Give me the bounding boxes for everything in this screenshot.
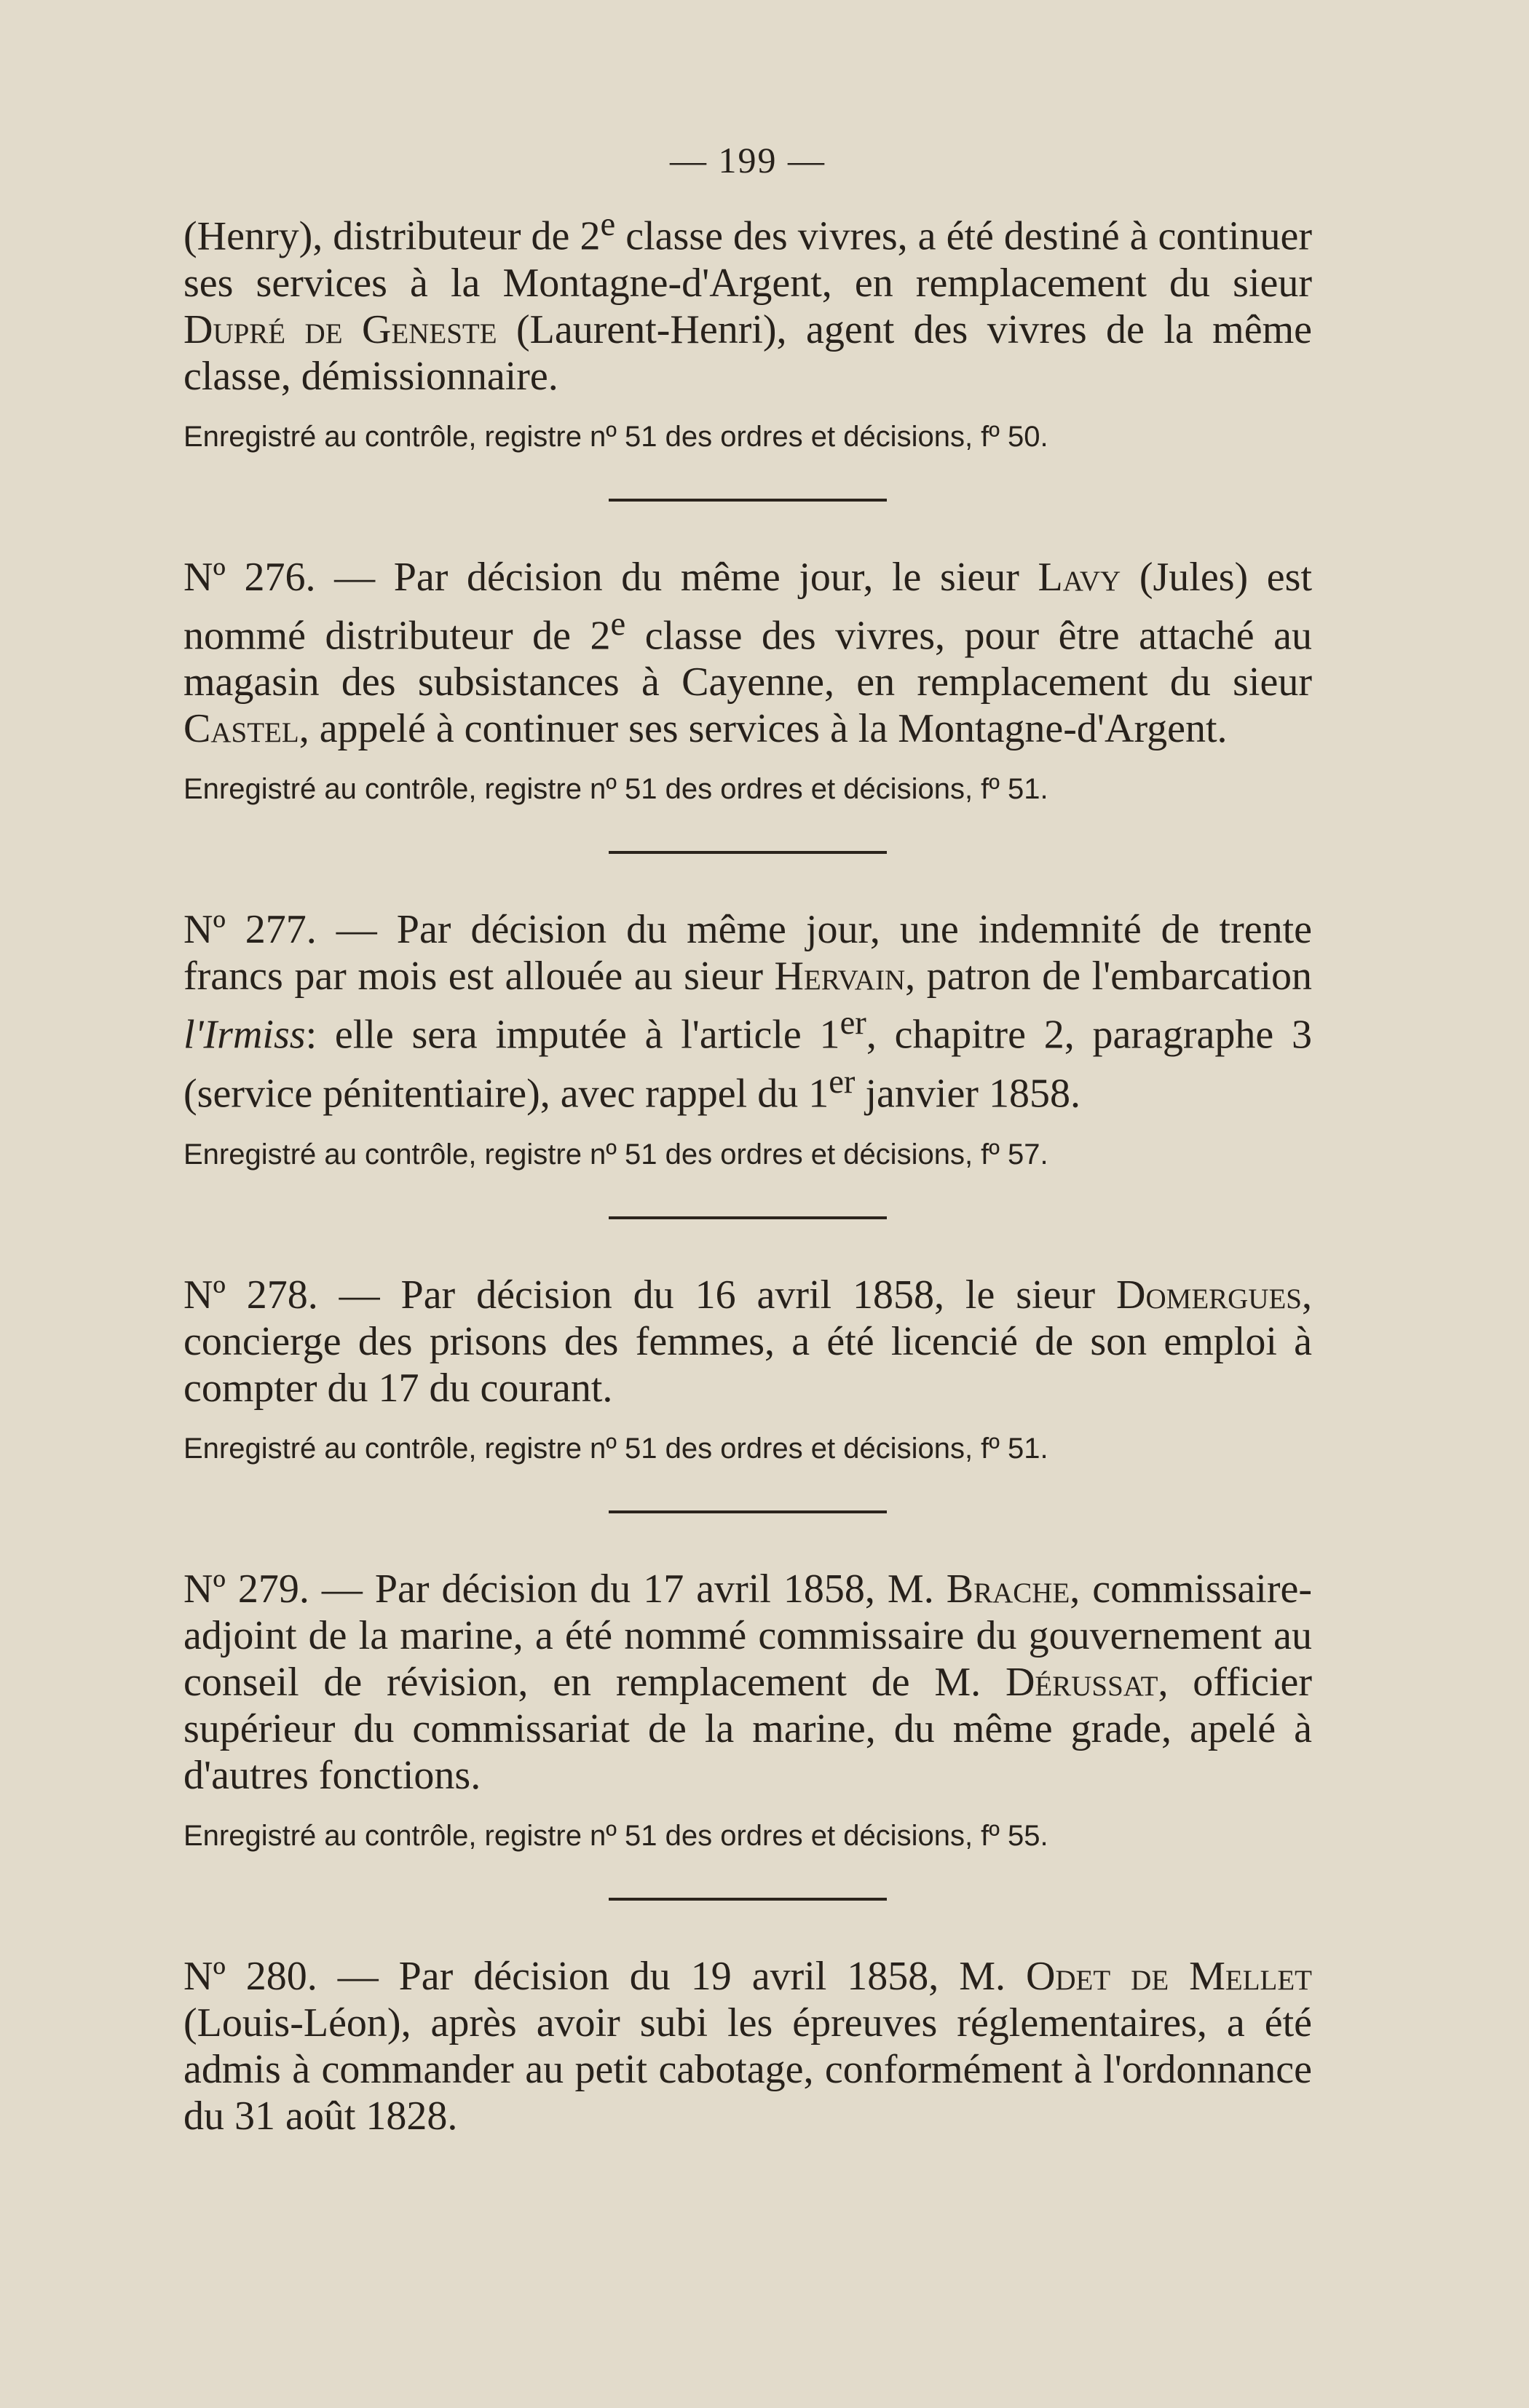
registration-note: Enregistré au contrôle, registre nº 51 des ordres et décisions, fº 51. <box>183 773 1048 806</box>
separator-rule <box>609 851 887 854</box>
text-run: (Laurent-Henri), agent des vivres de la même classe, démissionnaire. <box>183 306 1312 399</box>
boat-name: l'Irmiss <box>183 1012 306 1058</box>
entry-text <box>183 201 1312 400</box>
text-run: , officier supérieur du commissariat de la marine, du même grade, apelé à d'autres fonctions. <box>183 1659 1313 1798</box>
entry-text <box>183 1272 1312 1411</box>
text-run: , patron de l'embarcation <box>905 954 1312 999</box>
entry-text <box>183 554 1312 753</box>
person-name: Domergues <box>1116 1272 1302 1318</box>
entry-276 <box>183 554 1312 808</box>
text-run: classe des vivres, a été destiné à continuer ses services à la Montagne-d'Argent, en remplacement du sieur <box>183 213 1313 306</box>
entry-277 <box>183 906 1312 1172</box>
superscript: er <box>829 1062 856 1101</box>
text-run: : elle sera imputée à l'article 1 <box>305 1012 840 1058</box>
registration-note: Enregistré au contrôle, registre nº 51 des ordres et décisions, fº 57. <box>183 1138 1048 1171</box>
text-run: Nº 280. — Par décision du 19 avril 1858, M. <box>183 1953 1026 1999</box>
entry-text <box>183 1953 1312 2139</box>
person-name: Hervain <box>774 954 906 999</box>
entry-279 <box>183 1566 1312 1854</box>
registration-note: Enregistré au contrôle, registre nº 51 des ordres et décisions, fº 55. <box>183 1819 1048 1852</box>
text-run: janvier 1858. <box>855 1071 1080 1117</box>
superscript: e <box>610 604 626 643</box>
text-run: , commissaire-adjoint de la marine, a été nommé commissaire du gouvernement au conseil de révision, en remplacement de M. <box>183 1566 1312 1705</box>
separator-rule <box>609 499 887 502</box>
person-name: Odet de Mellet <box>1025 1953 1312 1999</box>
registration-note: Enregistré au contrôle, registre nº 51 des ordres et décisions, fº 50. <box>183 420 1048 453</box>
text-run: (Louis-Léon), après avoir subi les épreuves réglementaires, a été admis à commander au petit cabotage, conformément à l'ordonnance du 31 août 1828. <box>183 2000 1312 2139</box>
text-run: Nº 278. — Par décision du 16 avril 1858, le sieur <box>183 1272 1117 1318</box>
text-run: (Jules) est nommé distributeur de 2 <box>183 554 1312 659</box>
text-run: classe des vivres, pour être attaché au magasin des subsistances à Cayenne, en remplacement du sieur <box>183 613 1312 705</box>
text-run: , concierge des prisons des femmes, a été licencié de son emploi à compter du 17 du courant. <box>183 1272 1312 1411</box>
entry-text <box>183 1566 1312 1799</box>
person-name: Castel <box>183 706 299 752</box>
text-run: , chapitre 2, paragraphe 3 (service pénitentiaire), avec rappel du 1 <box>183 1012 1312 1117</box>
separator-rule <box>609 1510 887 1513</box>
separator-rule <box>609 1216 887 1219</box>
separator-rule <box>609 1898 887 1901</box>
entry-continuation <box>183 201 1312 455</box>
entry-text <box>183 906 1312 1117</box>
page-number: — 199 — <box>670 140 826 181</box>
superscript: e <box>600 205 616 243</box>
person-name: Brache <box>946 1566 1070 1612</box>
person-name: Dupré de Geneste <box>183 306 497 352</box>
person-name: Dérussat <box>1005 1659 1158 1705</box>
text-run: Nº 279. — Par décision du 17 avril 1858, M. <box>183 1566 947 1612</box>
person-name: Lavy <box>1038 554 1121 600</box>
text-run: , appelé à continuer ses services à la Montagne-d'Argent. <box>299 706 1228 752</box>
registration-note: Enregistré au contrôle, registre nº 51 des ordres et décisions, fº 51. <box>183 1432 1048 1465</box>
text-run: (Henry), distributeur de 2 <box>183 213 601 259</box>
text-run: Nº 277. — Par décision du même jour, une indemnité de trente francs par mois est allouée au sieur <box>183 907 1312 999</box>
superscript: er <box>839 1004 866 1042</box>
entry-278 <box>183 1272 1312 1467</box>
entry-280 <box>183 1953 1312 2139</box>
text-run: Nº 276. — Par décision du même jour, le sieur <box>183 554 1038 600</box>
